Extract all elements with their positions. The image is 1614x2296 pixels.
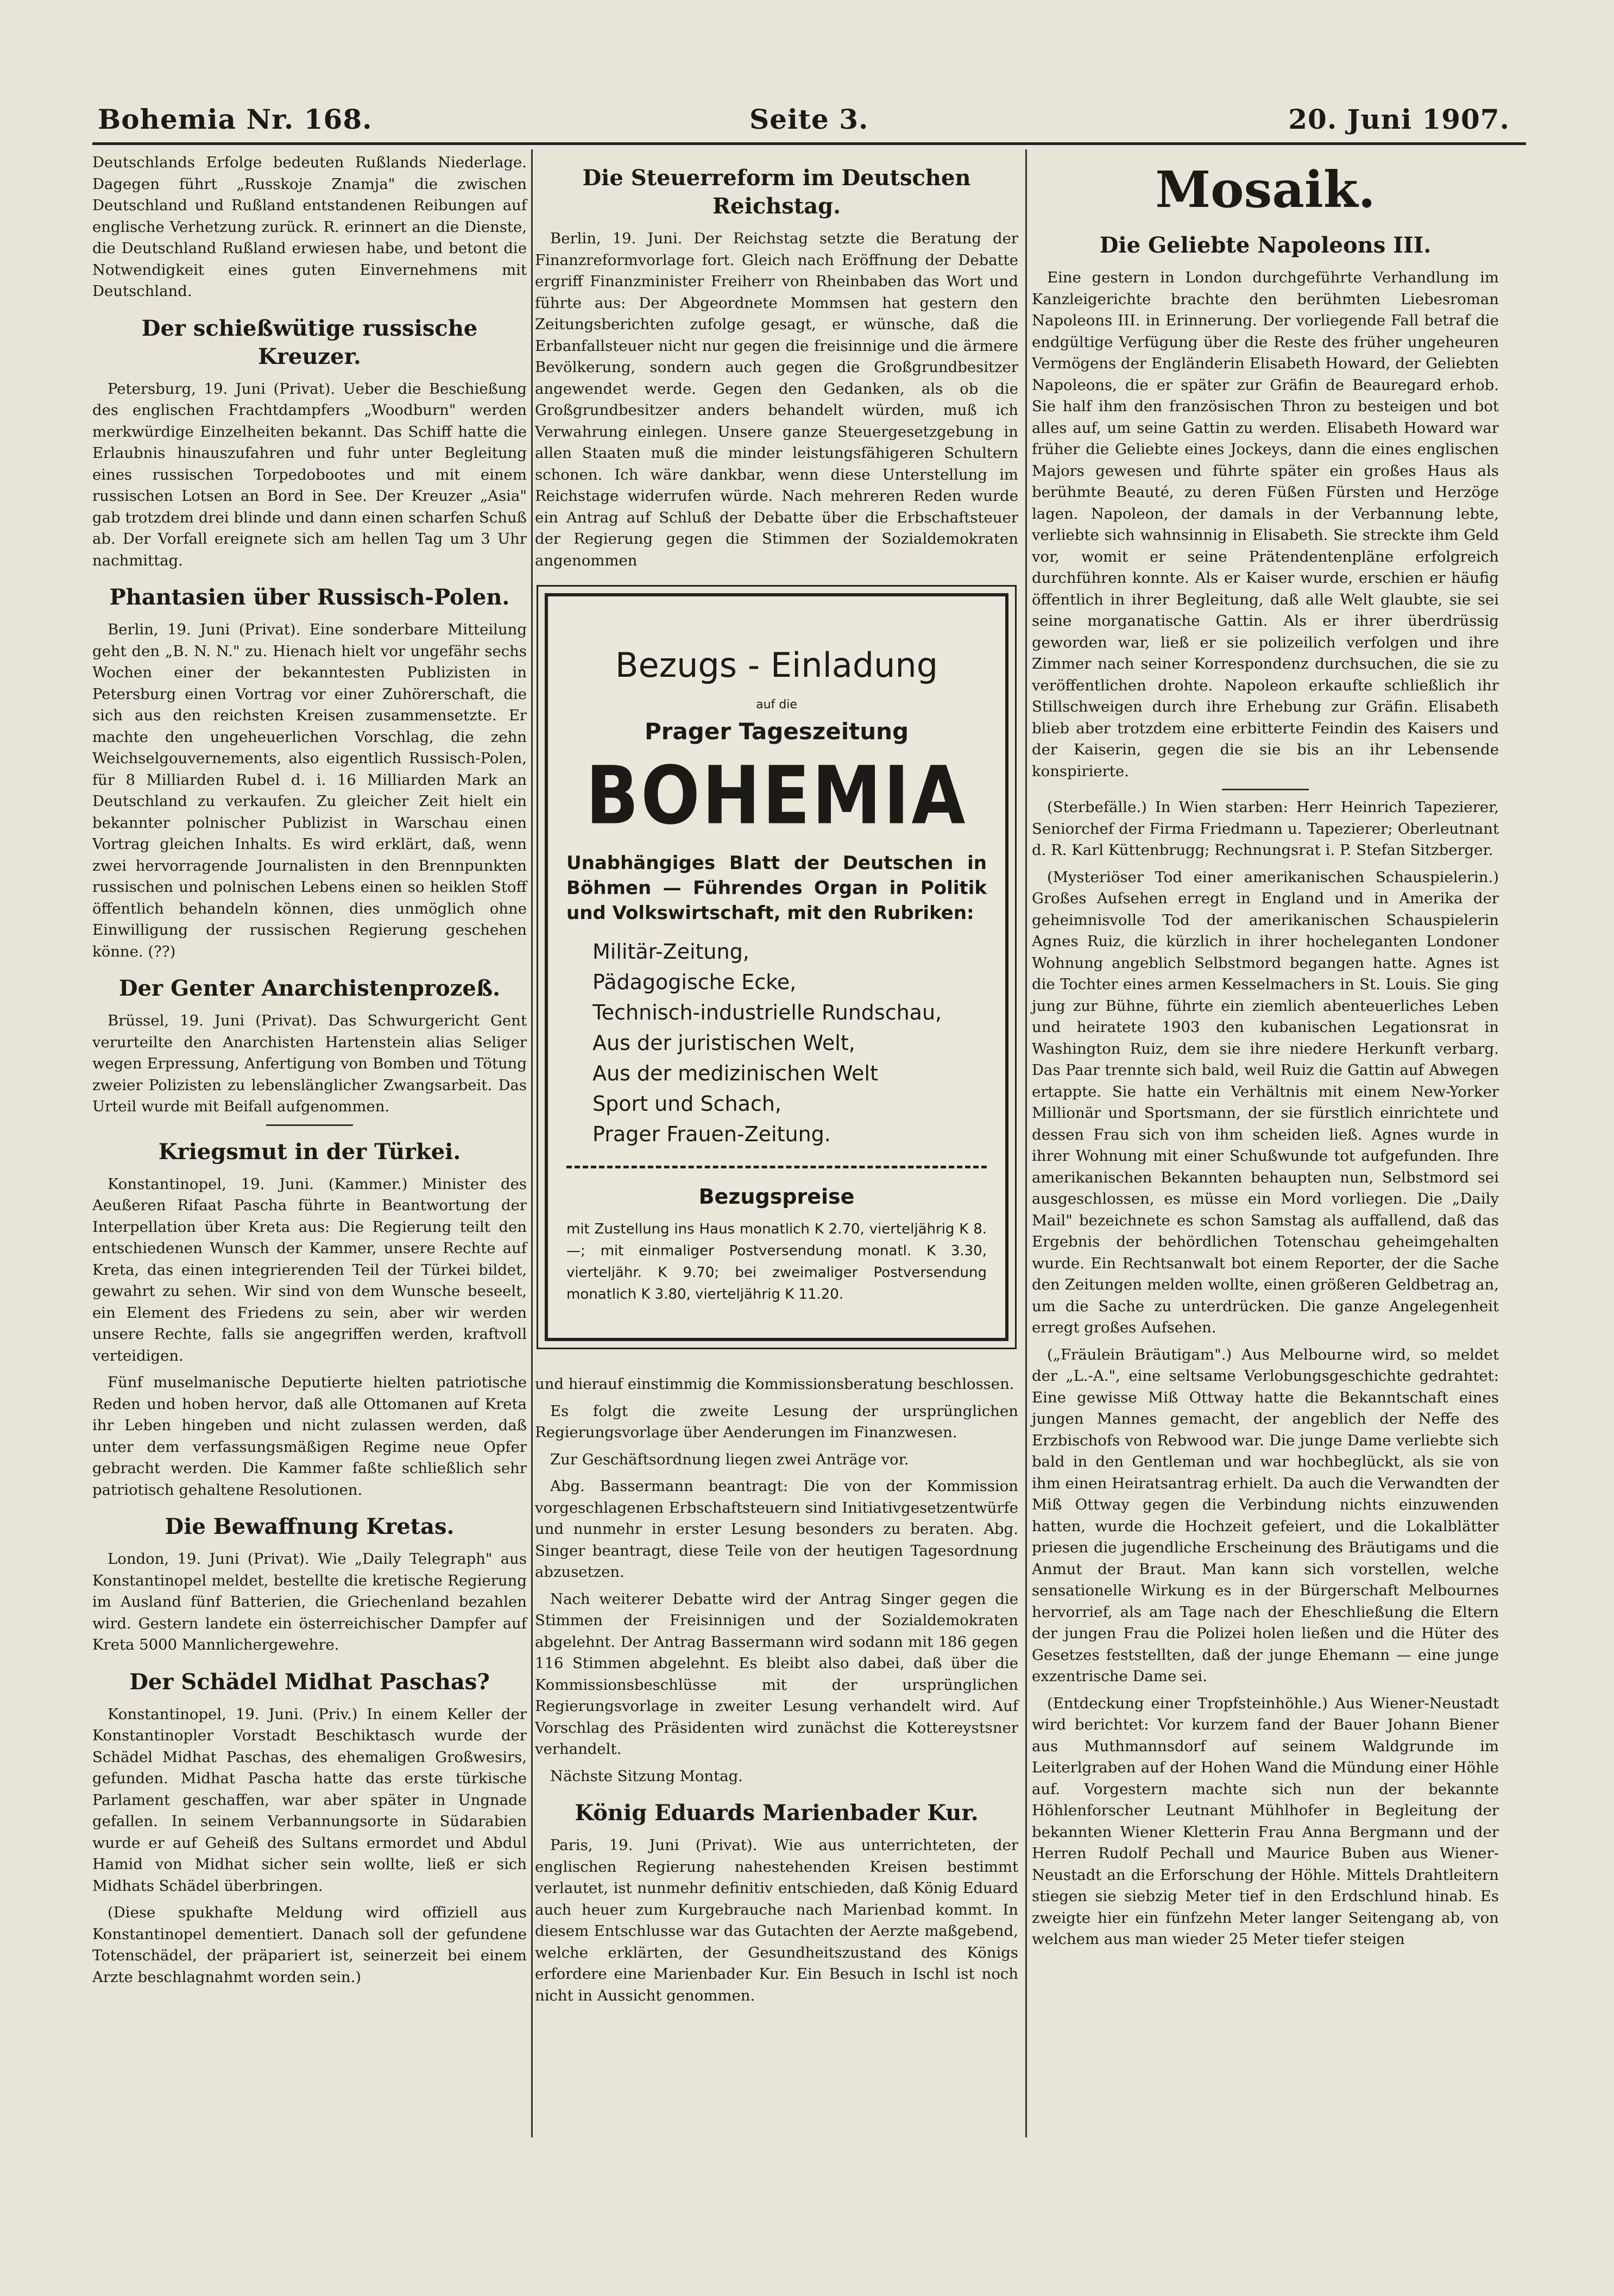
ad-rubric-item: Aus der medizinischen Welt xyxy=(592,1061,878,1085)
ad-rubric-item: Technisch-industrielle Rundschau, xyxy=(592,1001,942,1024)
ad-price-text: mit Zustellung ins Haus monatlich K 2.70, vierteljährig K 8.—; mit einmaliger Postversendung monatl. K 3.30, vierteljähr. K 9.70; bei zweimaliger Postversendung monatlich K 3.80, vierteljährig K 11.20. xyxy=(566,1221,987,1303)
article-body: (Mysteriöser Tod einer amerikanischen Schauspielerin.) Großes Aufsehen erregt in England und in Amerika der geheimnisvolle Tod der amerikanischen Schauspielerin Agnes Ruiz, die kürzlich in ihrer hocheleganten Londoner Wohnung angeblich Selbstmord begangen hatte. Agnes ist die Tochter eines armen Kesselmachers in St. Louis. Sie ging jung zur Bühne, führte ein ziemlich abenteuerliches Leben und heiratete 1903 den kubanischen Legationsrat in Washington Ruiz, dem sie ihre niedere Herkunft verbarg. Das Paar trennte sich bald, weil Ruiz die Gattin auf Abwegen ertappte. Sie hatte ein Verhältnis mit einem New-Yorker Millionär und Sportsmann, der sie fürstlich einrichtete und dessen Frau sich von ihm scheiden ließ. Agnes wurde in ihrer Wohnung mit einer Schußwunde tot aufgefunden. Ihre amerikanischen Bekannten behaupten nun, Selbstmord sei ausgeschlossen, es müsse ein Mord vorliegen. Die „Daily Mail" bezeichnete es schon Samstag als auffallend, daß das Ergebnis der behördlichen Totenschau geheimgehalten wurde. Ein Rechtsanwalt bot einem Reporter, der die Sache den Zeitungen melden wollte, einen größeren Geldbetrag an, um die Sache zu unterdrücken. Die ganze Angelegenheit erregt großes Aufsehen. xyxy=(1032,868,1499,1336)
ad-rubric-item: Pädagogische Ecke, xyxy=(592,970,797,994)
article-title: Die Steuerreform im Deutschen Reichstag. xyxy=(582,165,971,219)
article-title: Die Geliebte Napoleons III. xyxy=(1099,232,1432,258)
section-divider xyxy=(266,1124,353,1126)
article-body: und hierauf einstimmig die Kommissionsberatung beschlossen. xyxy=(535,1375,1014,1393)
ad-price-heading: Bezugspreise xyxy=(698,1185,855,1209)
article-body: Petersburg, 19. Juni (Privat). Ueber die Beschießung des englischen Frachtdampfers „Woodburn" werden merkwürdige Einzelheiten bekannt. Das Schiff hatte die Erlaubnis hinauszufahren und fuhr unter Begleitung eines russischen Torpedobootes und mit einem russischen Lotsen an Bord in See. Der Kreuzer „Asia" gab trotzdem drei blinde und dann einen scharfen Schuß ab. Der Vorfall ereignete sich am hellen Tag um 3 Uhr nachmittag. xyxy=(92,380,527,569)
column-divider xyxy=(531,149,533,2137)
column-right xyxy=(1032,152,1499,1956)
article-title: Der Schädel Midhat Paschas? xyxy=(129,1669,490,1695)
ad-rubric-item: Prager Frauen-Zeitung. xyxy=(592,1122,831,1146)
column-left xyxy=(92,152,527,1993)
ad-rubric-item: Sport und Schach, xyxy=(592,1092,781,1116)
column-middle xyxy=(535,152,1018,2012)
section-divider xyxy=(1222,789,1309,790)
article-body: Nächste Sitzung Montag. xyxy=(550,1767,743,1785)
subscription-advertisement xyxy=(545,593,1008,1341)
ad-preposition: auf die xyxy=(756,698,797,712)
article-title: Der Genter Anarchistenprozeß. xyxy=(118,976,501,1001)
article-body: Es folgt die zweite Lesung der ursprünglichen Regierungsvorlage über Aenderungen im Finanzwesen. xyxy=(535,1402,1018,1441)
article-body: Abg. Bassermann beantragt: Die von der Kommission vorgeschlagenen Erbschaftsteuern sind Initiativgesetzentwürfe und nunmehr in erster Lesung besonders zu beraten. Abg. Singer beantragt, diese Teile von der heutigen Tagesordnung abzusetzen. xyxy=(535,1477,1018,1581)
article-body: (Entdeckung einer Tropfsteinhöhle.) Aus Wiener-Neustadt wird berichtet: Vor kurzem fand der Bauer Johann Biener aus Muthmannsdorf auf seinem Waldgrunde im Leiterlgraben auf der Hohen Wand die Mündung einer Höhle auf. Vorgestern machte sich nun der bekannte Höhlenforscher Leutnant Mühlhofer in Begleitung der bekannten Wiener Kletterin Frau Anna Bergmann und der Herren Rudolf Pechall und Maurice Buben aus Wiener-Neustadt an die Erforschung der Höhle. Mittels Drahtleitern stiegen sie siebzig Meter tief in den Erdschlund hinab. Es zweigte hier ein fünfzehn Meter langer Seitengang ab, von welchem aus man wieder 25 Meter tiefer steigen xyxy=(1032,1694,1499,1948)
article-title: Der schießwütige russische Kreuzer. xyxy=(141,315,478,369)
article-title: Kriegsmut in der Türkei. xyxy=(158,1138,461,1165)
page-header xyxy=(98,98,1510,147)
ad-description: Unabhängiges Blatt der Deutschen in Böhmen — Führendes Organ in Politik und Volkswirtschaft, mit den Rubriken: xyxy=(566,852,987,924)
column-divider xyxy=(1025,149,1027,2137)
ad-title: Bezugs - Einladung xyxy=(615,645,938,685)
header-page-number: Seite 3. xyxy=(749,103,869,135)
article-body: (Sterbefälle.) In Wien starben: Herr Heinrich Tapezierer, Seniorchef der Firma Friedmann u. Tapezierer; Oberleutnant d. R. Karl Küttenbrugg; Rechnungsrat i. P. Stefan Sitzberger. xyxy=(1032,798,1499,859)
header-date: 20. Juni 1907. xyxy=(1288,103,1510,135)
article-title: König Eduards Marienbader Kur. xyxy=(575,1800,979,1826)
header-issue: Bohemia Nr. 168. xyxy=(98,103,373,135)
article-body: Nach weiterer Debatte wird der Antrag Singer gegen die Stimmen der Freisinnigen und der Sozialdemokraten abgelehnt. Der Antrag Bassermann wird sodann mit 186 gegen 116 Stimmen abgelehnt. Es bleibt also dabei, daß über die Kommissionsbeschlüsse mit der ursprünglichen Regierungsvorlage in zweiter Lesung verhandelt wird. Auf Vorschlag des Präsidenten wird zunächst die Kottereystsner verhandelt. xyxy=(535,1590,1018,1758)
header-rule xyxy=(92,142,1526,145)
ad-rubric-item: Aus der juristischen Welt, xyxy=(592,1031,855,1055)
article-body: (Diese spukhafte Meldung wird offiziell aus Konstantinopel dementiert. Danach soll der gefundene Totenschädel, der präpariert ist, seinerzeit bei einem Arzte beschlagnahmt worden sein.) xyxy=(92,1904,527,1986)
article-title: Die Bewaffnung Kretas. xyxy=(165,1514,455,1539)
bohemia-logo: BOHEMIA xyxy=(585,749,968,843)
article-continuation: Deutschlands Erfolge bedeuten Rußlands Niederlage. Dagegen führt „Russkoje Znamja" die zwischen Deutschland und Rußland entstandenen Reibungen auf englische Verhetzung zurück. R. erinnert an die Dienste, die Deutschland Rußland erwiesen habe, und betont die Notwendigkeit eines guten Einvernehmens mit Deutschland. xyxy=(92,154,527,300)
article-body: Fünf muselmanische Deputierte hielten patriotische Reden und hoben hervor, daß alle Ottomanen auf Kreta ihr Leben hingeben und nicht zulassen werden, daß unter dem verfassungsmäßigen Regime neue Opfer gebracht werden. Die Kammer faßte schließlich sehr patriotisch gehaltene Resolutionen. xyxy=(92,1374,527,1499)
ad-rubric-list xyxy=(566,936,987,1149)
article-body: Eine gestern in London durchgeführte Verhandlung im Kanzleigerichte brachte den berühmten Liebesroman Napoleons III. in Erinnerung. Der vorliegende Fall betraf die endgültige Verfügung über die Reste des früher ungeheuren Vermögens der Engländerin Elisabeth Howard, der Geliebten Napoleons, die er später zur Gräfin de Beauregard erhob. Sie half ihm den französischen Thron zu besteigen und bot alles auf, um seine Gattin zu werden. Elisabeth Howard war früher die Geliebte eines Jockeys, dann die eines englischen Majors gewesen und führte später ein großes Haus als berühmte Beauté, zu deren Füßen Fürsten und Herzöge lagen. Napoleon, der damals in der Verbannung lebte, verliebte sich wahnsinnig in Elisabeth. Sie streckte ihm Geld vor, womit er seine Prätendentenpläne erfolgreich durchführen konnte. Als er Kaiser wurde, erschien er häufig öffentlich in ihrer Begleitung, daß alle Welt glaubte, sie sei seine morganatische Gattin. Als er ihrer überdrüssig geworden war, ließ er sie polizeilich verfolgen und ihre Zimmer nach seiner Korrespondenz durchsuchen, die sie zu veröffentlichen drohte. Napoleon erkaufte schließlich ihr Stillschweigen durch ihre Erhebung zur Gräfin. Elisabeth blieb aber trotzdem eine erbitterte Feindin des Kaisers und der Kaiserin, gegen die sie bis an ihr Lebensende konspirierte. xyxy=(1032,269,1499,780)
article-body: Zur Geschäftsordnung liegen zwei Anträge vor. xyxy=(550,1450,909,1468)
article-body: Brüssel, 19. Juni (Privat). Das Schwurgericht Gent verurteilte den Anarchisten Hartenstein alias Seliger wegen Erpressung, Anfertigung von Bomben und Tötung zweier Polizisten zu lebenslänglicher Zwangsarbeit. Das Urteil wurde mit Beifall aufgenommen. xyxy=(92,1012,527,1115)
article-body: Berlin, 19. Juni. Der Reichstag setzte die Beratung der Finanzreformvorlage fort. Gleich nach Eröffnung der Debatte ergriff Finanzminister Freiherr von Rheinbaben das Wort und führte aus: Der Abgeordnete Mommsen hat gestern den Zeitungsberichten zufolge gesagt, er wünsche, daß die Erbanfallsteuer nicht nur gegen die freisinnige und die ärmere Bevölkerung, sondern auch gegen die Großgrundbesitzer angewendet werde. Gegen den Gedanken, als ob die Großgrundbesitzer anders behandelt würden, muß ich Verwahrung einlegen. Unsere ganze Steuergesetzgebung in allen Staaten muß die minder leistungsfähigeren Schultern schonen. Ich wäre dankbar, wenn diese Unterstellung im Reichstage widerrufen würde. Nach mehreren Reden wurde ein Antrag auf Schluß der Debatte über die Erbschaftsteuer der Regierung gegen die Stimmen der Sozialdemokraten angenommen xyxy=(535,230,1018,569)
article-title: Phantasien über Russisch-Polen. xyxy=(109,584,510,610)
section-title: Mosaik. xyxy=(1155,160,1376,219)
article-body: Konstantinopel, 19. Juni. (Priv.) In einem Keller der Konstantinopler Vorstadt Beschiktasch wurde der Schädel Midhat Paschas, des ehemaligen Großwesirs, gefunden. Midhat Pascha hatte das erste türkische Parlament geschaffen, war aber später in Ungnade gefallen. In seinem Verbannungsorte in Südarabien wurde er auf Geheiß des Sultans ermordet und Abdul Hamid von Midhat sicher sein wollte, ließ er sich Midhats Schädel überbringen. xyxy=(92,1705,527,1895)
article-body: Paris, 19. Juni (Privat). Wie aus unterrichteten, der englischen Regierung nahestehenden Kreisen bestimmt verlautet, ist nunmehr definitiv entschieden, daß König Eduard auch heuer zum Kurgebrauche nach Marienbad kommt. In diesem Entschlusse war das Gutachten der Aerzte maßgebend, welche erklärten, der Gesundheitszustand des Königs erfordere eine Marienbader Kur. Ein Besuch in Ischl ist noch nicht in Aussicht genommen. xyxy=(535,1836,1018,2004)
article-body: Konstantinopel, 19. Juni. (Kammer.) Minister des Aeußeren Rifaat Pascha führte in Beantwortung der Interpellation über Kreta aus: Die Regierung teilt den entschiedenen Wunsch der Kammer, unsere Rechte auf Kreta, das einen integrierenden Teil der Türkei bildet, gewahrt zu sehen. Wir sind von dem Wunsche beseelt, ein Element des Friedens zu sein, aber wir werden unsere Rechte, falls sie angegriffen werden, kraftvoll verteidigen. xyxy=(92,1175,527,1364)
article-body: („Fräulein Bräutigam".) Aus Melbourne wird, so meldet der „L.-A.", eine seltsame Verlobungsgeschichte gedrahtet: Eine gewisse Miß Ottway hatte die Bekanntschaft eines jungen Mannes gemacht, der angeblich der Neffe des Erzbischofs von Rebwood war. Die junge Dame verliebte sich bald in den Gentleman und war hochbeglückt, als sie von ihm einen Heiratsantrag erhielt. Da auch die Verwandten der Miß Ottway gegen die Verbindung nichts einzuwenden hatten, wurde die Hochzeit gefeiert, und die Lokalblätter priesen die jugendliche Erscheinung des Bräutigams und die Anmut der Braut. Man kann sich vorstellen, welche sensationelle Wirkung es in der Bürgerschaft Melbournes hervorrief, als am Tage nach der Eheschließung die Eltern der jungen Frau die Polizei holen ließen und die Hüter des Gesetzes feststellten, daß der junge Ehemann — eine junge exzentrische Dame sei. xyxy=(1032,1345,1499,1685)
ad-rubric-item: Militär-Zeitung, xyxy=(592,940,749,964)
ad-newspaper-name: Prager Tageszeitung xyxy=(644,718,909,745)
article-body: London, 19. Juni (Privat). Wie „Daily Telegraph" aus Konstantinopel meldet, bestellte die kretische Regierung im Ausland fünf Batterien, die Griechenland bezahlen wird. Gestern landete ein österreichischer Dampfer auf Kreta 5000 Mannlichergewehre. xyxy=(92,1550,527,1653)
ad-dashed-divider xyxy=(566,1166,987,1168)
article-body: Berlin, 19. Juni (Privat). Eine sonderbare Mitteilung geht den „B. N. N." zu. Hienach hielt vor ungefähr sechs Wochen einer der bekanntesten Publizisten in Petersburg einen Vortrag vor einer Zuhörerschaft, die sich aus den reichsten Kreisen zusammensetzte. Er machte den ungeheuerlichen Vorschlag, die zehn Weichselgouvernements, also eigentlich Russisch-Polen, für 8 Milliarden Rubel d. i. 16 Milliarden Mark an Deutschland zu verkaufen. Zu gleicher Zeit hielt ein bekannter polnischer Publizist in Warschau einen Vortrag gleichen Inhalts. Es wird erklärt, daß, wenn zwei hervorragende Journalisten in den Brennpunkten russischen und polnischen Lebens einen so heiklen Stoff öffentlich behandeln können, dies unmöglich ohne Einwilligung der russischen Regierung geschehen könne. (??) xyxy=(92,621,527,960)
